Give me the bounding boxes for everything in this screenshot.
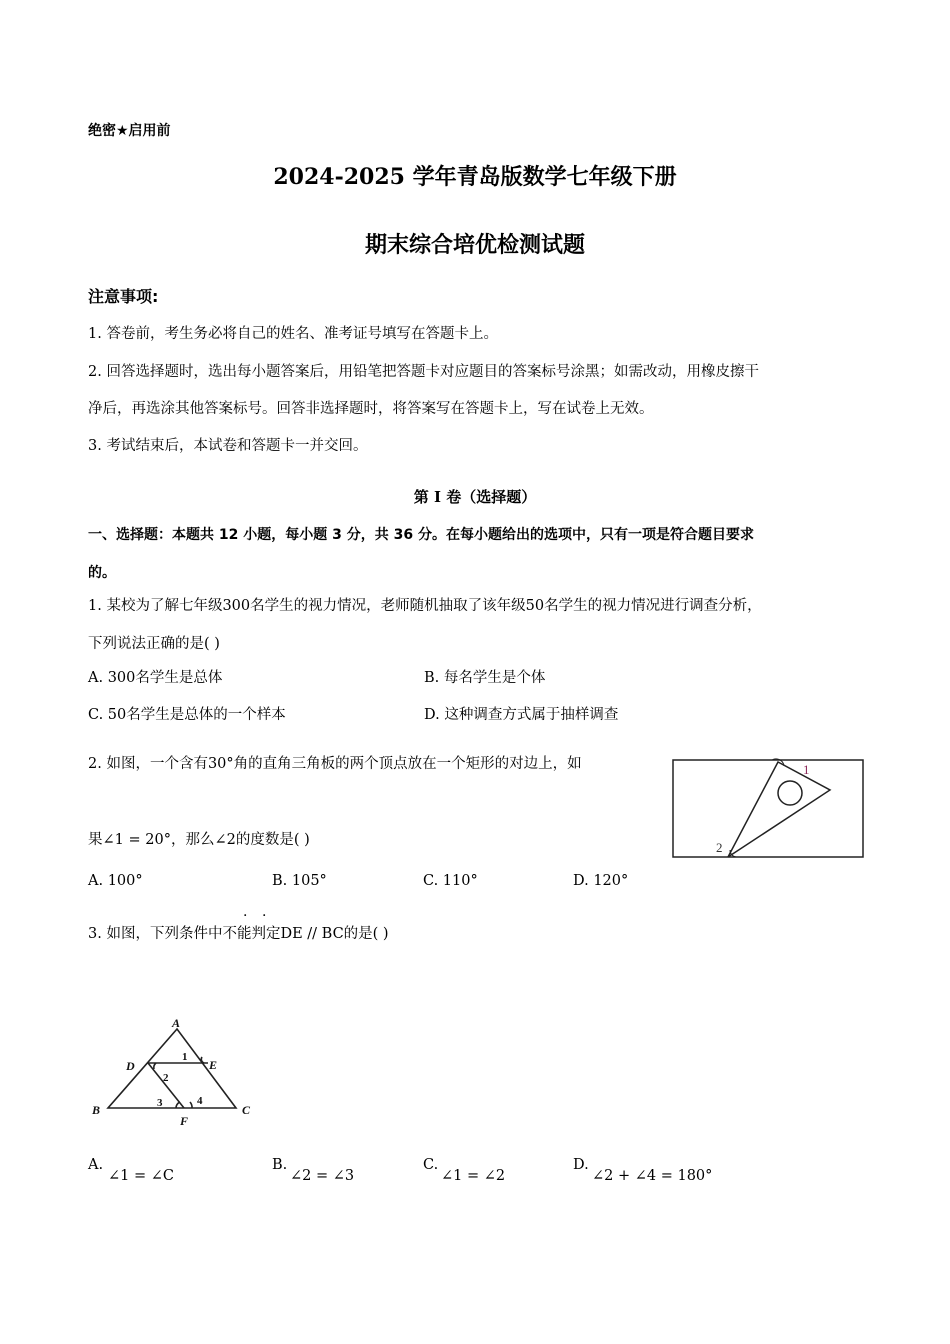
question-1-stem-cont: 下列说法正确的是( ) bbox=[88, 636, 220, 652]
question-2-stem: 2. 如图，一个含有30°角的直角三角板的两个顶点放在一个矩形的对边上，如 bbox=[88, 756, 582, 772]
q3-option-a-letter: A. bbox=[88, 1157, 104, 1173]
angle-label-1: 1 bbox=[182, 1051, 188, 1063]
exam-title: 2024-2025 学年青岛版数学七年级下册 bbox=[273, 164, 677, 190]
q3-option-a: ∠1 = ∠C bbox=[108, 1168, 174, 1184]
question-2-stem-cont: 果∠1 = 20°，那么∠2的度数是( ) bbox=[88, 832, 310, 848]
point-label-a: A bbox=[172, 1016, 181, 1030]
notice-item: 1. 答卷前，考生务必将自己的姓名、准考证号填写在答题卡上。 bbox=[88, 326, 498, 342]
section-title: 第 I 卷（选择题） bbox=[413, 488, 537, 506]
q2-option-d: D. 120° bbox=[573, 873, 629, 889]
q1-option-c: C. 50名学生是总体的一个样本 bbox=[88, 707, 286, 723]
q1-option-b: B. 每名学生是个体 bbox=[424, 670, 546, 686]
angle-label-2: 2 bbox=[716, 840, 723, 855]
q3-option-c: ∠1 = ∠2 bbox=[441, 1168, 506, 1184]
notice-item: 净后，再选涂其他答案标号。回答非选择题时，将答案写在答题卡上，写在试卷上无效。 bbox=[88, 401, 654, 417]
q2-option-a: A. 100° bbox=[88, 873, 143, 889]
question-1-stem: 1. 某校为了解七年级300名学生的视力情况，老师随机抽取了该年级50名学生的视力情况进行调查分析， bbox=[88, 598, 762, 614]
notice-item: 3. 考试结束后，本试卷和答题卡一并交回。 bbox=[88, 438, 368, 454]
angle-label-1: 1 bbox=[803, 762, 810, 777]
q2-option-c: C. 110° bbox=[423, 873, 478, 889]
point-label-e: E bbox=[209, 1058, 218, 1072]
q3-option-c-letter: C. bbox=[423, 1157, 439, 1173]
notice-item: 2. 回答选择题时，选出每小题答案后，用铅笔把答题卡对应题目的答案标号涂黑；如需改动，用橡皮擦干 bbox=[88, 364, 759, 380]
angle-label-4: 4 bbox=[197, 1095, 203, 1107]
segment-df bbox=[148, 1063, 184, 1108]
q1-option-d: D. 这种调查方式属于抽样调查 bbox=[424, 707, 619, 723]
set-square-hole bbox=[778, 781, 802, 805]
q3-option-d: ∠2 + ∠4 = 180° bbox=[592, 1168, 713, 1184]
exam-subtitle: 期末综合培优检测试题 bbox=[364, 232, 585, 258]
point-label-f: F bbox=[180, 1114, 189, 1128]
point-label-b: B bbox=[92, 1103, 101, 1117]
section-instruction-cont: 的。 bbox=[88, 565, 116, 581]
set-square bbox=[728, 762, 830, 857]
q3-figure-triangle bbox=[86, 1014, 262, 1132]
q2-option-b: B. 105° bbox=[272, 873, 327, 889]
point-label-c: C bbox=[242, 1103, 251, 1117]
emphasis-dot: · bbox=[262, 908, 267, 924]
q2-figure-rectangle-triangle bbox=[672, 758, 866, 862]
section-instruction: 一、选择题：本题共 12 小题，每小题 3 分，共 36 分。在每小题给出的选项中，只有一项是符合题目要求 bbox=[88, 527, 754, 543]
point-label-d: D bbox=[126, 1059, 135, 1073]
emphasis-dot: · bbox=[243, 908, 248, 924]
rectangle bbox=[673, 760, 863, 857]
q1-option-a: A. 300名学生是总体 bbox=[88, 670, 223, 686]
angle-label-3: 3 bbox=[157, 1097, 163, 1109]
q3-option-b: ∠2 = ∠3 bbox=[290, 1168, 355, 1184]
secret-mark: 绝密★启用前 bbox=[88, 123, 171, 139]
question-3-stem: 3. 如图，下列条件中不能判定DE // BC的是( ) bbox=[88, 926, 389, 942]
angle-label-2: 2 bbox=[163, 1072, 169, 1084]
notice-heading: 注意事项: bbox=[88, 287, 159, 306]
q3-option-b-letter: B. bbox=[272, 1157, 288, 1173]
q3-option-d-letter: D. bbox=[573, 1157, 589, 1173]
